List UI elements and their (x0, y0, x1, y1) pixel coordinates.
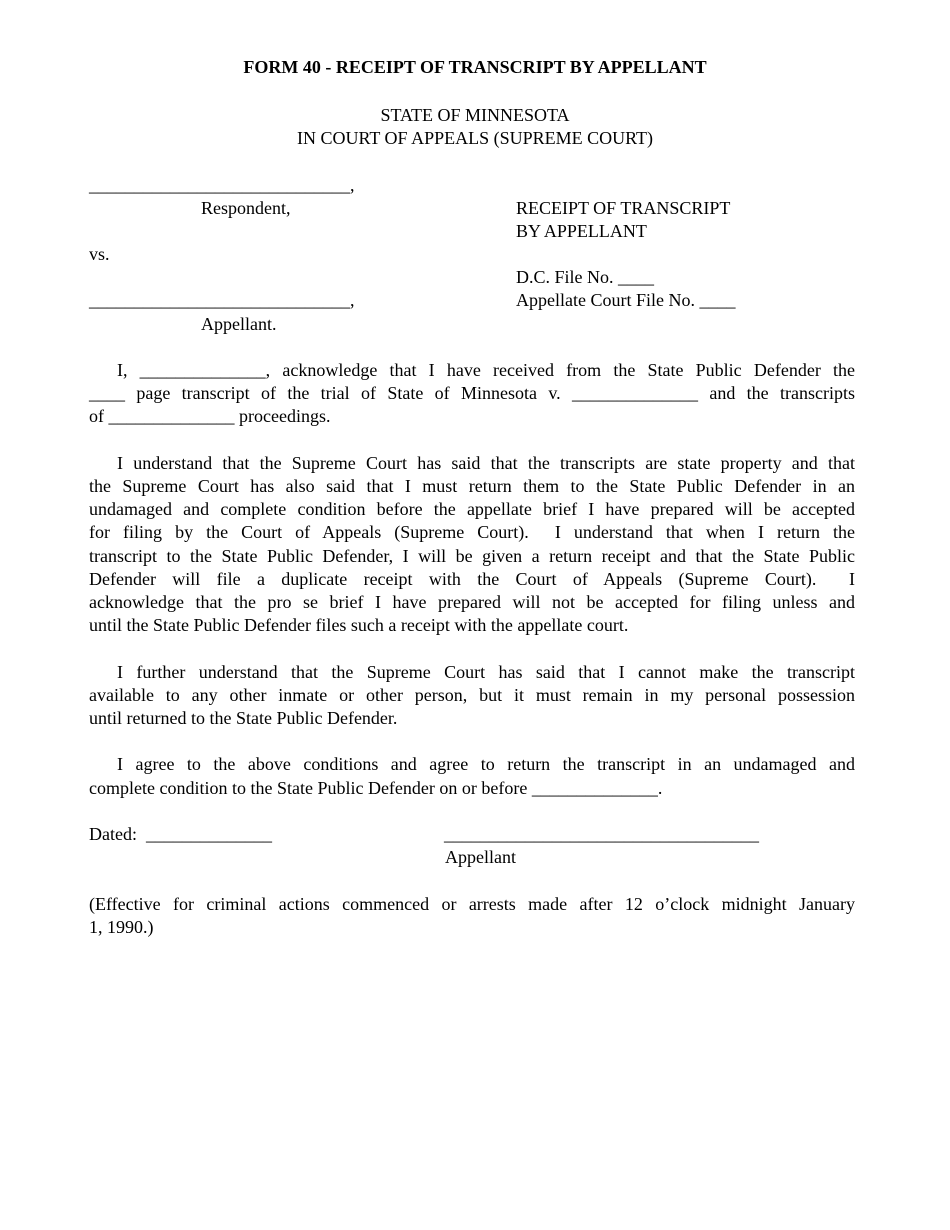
form-title: FORM 40 - RECEIPT OF TRANSCRIPT BY APPELLANT (243, 57, 707, 77)
paragraph-line: until the State Public Defender files such a receipt with the appellate court. (89, 615, 629, 635)
appellant-blank: _____________________________, (89, 290, 355, 310)
appellant-label: Appellant. (201, 314, 277, 334)
paragraph-line: for filing by the Court of Appeals (Supreme Court). I understand that when I return the (89, 522, 855, 542)
appellate-file-number: Appellate Court File No. ____ (516, 290, 736, 310)
doc-title-line2: BY APPELLANT (516, 221, 647, 241)
paragraph-line: ____ page transcript of the trial of State of Minnesota v. ______________ and the transcripts (89, 383, 855, 403)
paragraph-line: I further understand that the Supreme Court has said that I cannot make the transcript (117, 662, 855, 682)
dated-field: Dated: ______________ (89, 824, 272, 844)
paragraph-line: of ______________ proceedings. (89, 406, 331, 426)
paragraph-line: acknowledge that the pro se brief I have prepared will not be accepted for filing unless and (89, 592, 855, 612)
footer-line: (Effective for criminal actions commenced or arrests made after 12 o’clock midnight January (89, 894, 855, 914)
paragraph-line: transcript to the State Public Defender, I will be given a return receipt and that the State Public (89, 546, 855, 566)
state-heading: STATE OF MINNESOTA (380, 105, 570, 125)
paragraph-line: I understand that the Supreme Court has said that the transcripts are state property and that (117, 453, 855, 473)
signature-line: ___________________________________ (444, 824, 759, 844)
paragraph-line: available to any other inmate or other person, but it must remain in my personal possession (89, 685, 855, 705)
versus-label: vs. (89, 244, 110, 264)
court-heading: IN COURT OF APPEALS (SUPREME COURT) (296, 128, 654, 148)
paragraph-line: Defender will file a duplicate receipt with the Court of Appeals (Supreme Court). I (89, 569, 855, 589)
respondent-label: Respondent, (201, 198, 291, 218)
paragraph-line: complete condition to the State Public Defender on or before ______________. (89, 778, 663, 798)
paragraph-line: I agree to the above conditions and agree to return the transcript in an undamaged and (117, 754, 855, 774)
paragraph-line: the Supreme Court has also said that I must return them to the State Public Defender in an (89, 476, 855, 496)
paragraph-line: undamaged and complete condition before the appellate brief I have prepared will be accepted (89, 499, 855, 519)
paragraph-line: until returned to the State Public Defender. (89, 708, 398, 728)
signature-label: Appellant (445, 847, 516, 867)
dc-file-number: D.C. File No. ____ (516, 267, 655, 287)
footer-line: 1, 1990.) (89, 917, 154, 937)
paragraph-line: I, ______________, acknowledge that I have received from the State Public Defender the (117, 360, 855, 380)
doc-title-line1: RECEIPT OF TRANSCRIPT (516, 198, 731, 218)
respondent-blank: _____________________________, (89, 175, 355, 195)
